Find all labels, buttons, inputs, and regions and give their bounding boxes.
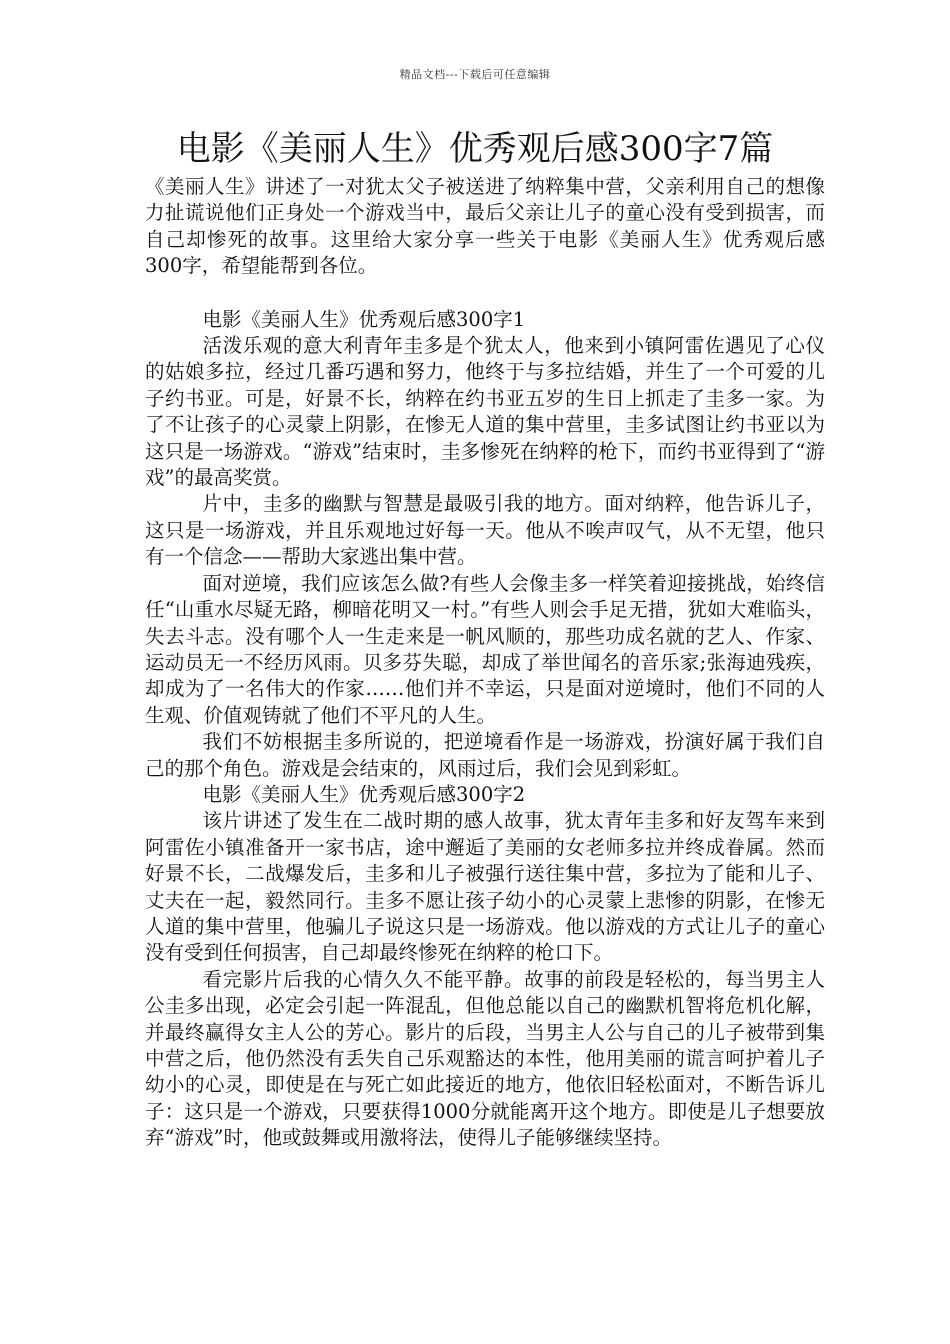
document-body: [145, 174, 825, 1152]
body-paragraph: 该片讲述了发生在二战时期的感人故事，犹太青年圭多和好友驾车来到阿雷佐小镇准备开一家书店，途中邂逅了美丽的女老师多拉并终成眷属。然而好景不长，二战爆发后，圭多和儿子被强行送往集中营，多拉为了能和儿子、丈夫在一起，毅然同行。圭多不愿让孩子幼小的心灵蒙上悲惨的阴影，在惨无人道的集中营里，他骗儿子说这只是一场游戏。他以游戏的方式让儿子的童心没有受到任何损害，自己却最终惨死在纳粹的枪口下。: [145, 809, 825, 965]
body-paragraph: 面对逆境，我们应该怎么做?有些人会像圭多一样笑着迎接挑战，始终信任“山重水尽疑无路，柳暗花明又一村。”有些人则会手足无措，犹如大难临头，失去斗志。没有哪个人一生走来是一帆风顺的，那些功成名就的艺人、作家、运动员无一不经历风雨。贝多芬失聪，却成了举世闻名的音乐家;张海迪残疾，却成为了一名伟大的作家……他们并不幸运，只是面对逆境时，他们不同的人生观、价值观铸就了他们不平凡的人生。: [145, 571, 825, 727]
header-note: 精品文档---下载后可任意编辑: [399, 68, 551, 81]
body-paragraph: 活泼乐观的意大利青年圭多是个犹太人，他来到小镇阿雷佐遇见了心仪的姑娘多拉，经过几番巧遇和努力，他终于与多拉结婚，并生了一个可爱的儿子约书亚。可是，好景不长，纳粹在约书亚五岁的生日上抓走了圭多一家。为了不让孩子的心灵蒙上阴影，在惨无人道的集中营里，圭多试图让约书亚以为这只是一场游戏。“游戏”结束时，圭多惨死在纳粹的枪下，而约书亚得到了“游戏”的最高奖赏。: [145, 334, 825, 490]
page-title: 电影《美丽人生》优秀观后感300字7篇: [176, 129, 774, 169]
section-heading-1: 电影《美丽人生》优秀观后感300字1: [202, 307, 526, 331]
body-paragraph: 片中，圭多的幽默与智慧是最吸引我的地方。面对纳粹，他告诉儿子，这只是一场游戏，并且乐观地过好每一天。他从不唉声叹气，从不无望，他只有一个信念——帮助大家逃出集中营。: [145, 492, 825, 569]
body-paragraph: 我们不妨根据圭多所说的，把逆境看作是一场游戏，扮演好属于我们自己的那个角色。游戏是会结束的，风雨过后，我们会见到彩虹。: [145, 730, 825, 780]
body-paragraph: 看完影片后我的心情久久不能平静。故事的前段是轻松的，每当男主人公圭多出现，必定会引起一阵混乱，但他总能以自己的幽默机智将危机化解，并最终赢得女主人公的芳心。影片的后段，当男主人公与自己的儿子被带到集中营之后，他仍然没有丢失自己乐观豁达的本性，他用美丽的谎言呵护着儿子幼小的心灵，即使是在与死亡如此接近的地方，他依旧轻松面对，不断告诉儿子：这只是一个游戏，只要获得1000分就能离开这个地方。即使是儿子想要放弃“游戏”时，他或鼓舞或用激将法，使得儿子能够继续坚持。: [145, 967, 825, 1150]
section-heading-2: 电影《美丽人生》优秀观后感300字2: [202, 782, 526, 806]
intro-paragraph: 《美丽人生》讲述了一对犹太父子被送进了纳粹集中营，父亲利用自己的想像力扯谎说他们正身处一个游戏当中，最后父亲让儿子的童心没有受到损害，而自己却惨死的故事。这里给大家分享一些关于电影《美丽人生》优秀观后感300字，希望能帮到各位。: [145, 175, 825, 278]
